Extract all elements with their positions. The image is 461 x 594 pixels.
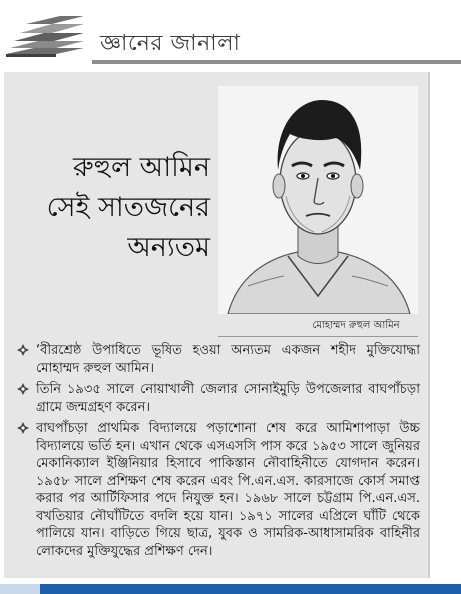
title-line-2: সেই সাতজনের (46, 192, 210, 223)
title-line-3: অন্যতম (127, 232, 210, 263)
title-line-1: রুহুল আমিন (73, 152, 210, 183)
section-title: জ্ঞানের জানালা (100, 31, 241, 56)
fact-text: তিনি ১৯৩৫ সালে নোয়াখালী জেলার সোনাইমুড়ি উপজেলার বাঘপাঁচড়া গ্রামে জন্মগ্রহণ করেন। (36, 382, 420, 415)
section-header (0, 0, 461, 64)
header-rule (92, 60, 461, 64)
list-item (14, 381, 420, 416)
article-title (40, 148, 210, 268)
list-item (14, 342, 420, 377)
footer-stripe-light (0, 584, 40, 594)
diamond-bullet-icon (16, 343, 30, 357)
fact-text: ‘বীরশ্রেষ্ঠ উপাধিতে ভূষিত হওয়া অন্যতম একজন শহীদ মুক্তিযোদ্ধা মোহাম্মদ রুহুল আমিন। (36, 343, 420, 376)
list-item (14, 420, 420, 560)
portrait-photo (218, 86, 418, 314)
books-icon (4, 14, 86, 58)
diamond-bullet-icon (16, 421, 30, 435)
caption-rule (218, 336, 418, 337)
diamond-bullet-icon (16, 382, 30, 396)
footer-stripe (40, 584, 461, 594)
fact-list (14, 342, 420, 564)
photo-caption: মোহাম্মদ রুহুল আমিন (312, 320, 400, 331)
fact-text: বাঘপাঁচড়া প্রাথমিক বিদ্যালয়ে পড়াশোনা শেষ করে আমিশাপাড়া উচ্চ বিদ্যালয়ে ভর্তি হন। এখান থেকে এসএসসি পাস করে ১৯৫৩ সালে জুনিয়র মেকানিক্যাল ইঞ্জিনিয়ার হিসাবে পাকিস্তান নৌবাহিনীতে যোগদান করেন। ১৯৫৮ সালে প্রশিক্ষণ শেষ করেন এবং পি.এন.এস. কারসাজে কোর্স সমাপ্ত করার পর আর্টিফিসার পদে নিযুক্ত হন। ১৯৬৮ সালে চট্টগ্রাম পি.এন.এস. বখতিয়ার নৌঘাঁটিতে বদলি হয়ে যান। ১৯৭১ সালের এপ্রিলে ঘাঁটি থেকে পালিয়ে যান। বাড়িতে গিয়ে ছাত্র, যুবক ও সামরিক-আধাসামরিক বাহিনীর লোকদের মুক্তিযুদ্ধের প্রশিক্ষণ দেন। (36, 421, 420, 559)
panel-edge (428, 72, 430, 584)
